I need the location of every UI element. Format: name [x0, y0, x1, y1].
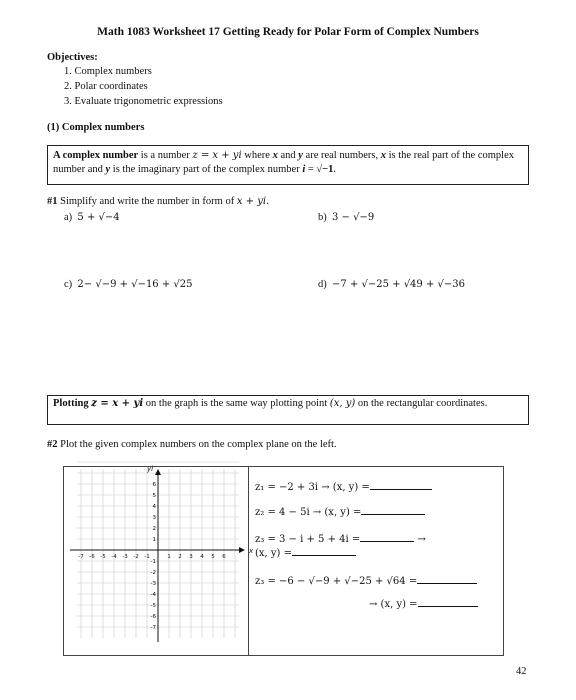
z3-expression [255, 531, 426, 545]
x-tick-label: 5 [211, 554, 215, 560]
definition-text: where [241, 150, 273, 161]
y-axis-arrow-icon [155, 469, 161, 475]
answer-blank[interactable] [292, 545, 356, 556]
x-tick-label: 3 [189, 554, 193, 560]
answer-blank[interactable] [361, 504, 425, 515]
problem-text: Plot the given complex numbers on the complex plane on the left. [57, 439, 337, 450]
y-tick-label: -5 [150, 603, 156, 609]
item-label: a) [64, 212, 73, 223]
definition-equation: z = x + yi [192, 150, 242, 161]
y-tick-label: -7 [150, 625, 156, 631]
z4-continuation [369, 596, 478, 610]
problem-label: #2 [47, 439, 58, 450]
y-tick-label: 2 [152, 526, 156, 532]
problem-text: Simplify and write the number in form of [57, 196, 237, 207]
x-tick-label: 1 [167, 554, 171, 560]
y-tick-label: 1 [152, 537, 156, 543]
z-continuation-text: (x, y) = [255, 548, 293, 559]
x-tick-label: 4 [200, 554, 204, 560]
definition-var: x [272, 150, 278, 161]
y-tick-label: -6 [150, 614, 156, 620]
plotting-point: (x, y) [329, 398, 356, 409]
definition-text: is the imaginary part of the complex number [110, 164, 303, 175]
item-label: d) [318, 279, 327, 290]
x-tick-label: -2 [133, 554, 139, 560]
x-tick-label: 6 [222, 554, 226, 560]
y-tick-label: 5 [152, 493, 156, 499]
problem1-instruction [47, 196, 269, 207]
definition-text: = [305, 164, 317, 175]
complex-plane-graph[interactable] [64, 465, 254, 657]
y-tick-label: 4 [152, 504, 156, 510]
problem2-answers-panel [249, 466, 504, 656]
y-tick-label: -1 [150, 559, 156, 565]
definition-var: y [105, 164, 111, 175]
item-label: c) [64, 279, 73, 290]
plotting-box [47, 395, 529, 425]
plotting-text: on the graph is the same way plotting point [143, 398, 330, 409]
x-tick-label: -7 [78, 554, 84, 560]
plotting-text: Plotting [53, 398, 92, 409]
worksheet-title: Math 1083 Worksheet 17 Getting Ready for Polar Form of Complex Numbers [97, 26, 479, 38]
answer-blank[interactable] [360, 531, 414, 542]
item-expression: 2− √−9 + √−16 + √25 [77, 279, 193, 290]
definition-text: . [333, 164, 337, 175]
y-tick-label: 6 [152, 482, 156, 488]
z3-continuation [255, 545, 356, 559]
objectives-heading: Objectives: [47, 52, 98, 63]
x-axis-arrow-icon [239, 547, 245, 553]
item-expression: −7 + √−25 + √49 + √−36 [332, 279, 465, 290]
z-expression-text: z₃ = −6 − √−9 + √−25 + √64 = [255, 576, 418, 587]
z-expression-text: z₂ = 4 − 5i → (x, y) = [255, 507, 362, 518]
x-tick-label: -4 [111, 554, 117, 560]
y-tick-label: 3 [152, 515, 156, 521]
z4-expression [255, 573, 477, 587]
definition-var: i [302, 164, 306, 175]
complex-plane-box [63, 465, 254, 656]
definition-sqrt: √−1 [316, 164, 334, 175]
z1-expression [255, 479, 432, 493]
definition-var: y [298, 150, 303, 161]
plotting-equation: z = x + yi [91, 398, 144, 409]
x-tick-label: 2 [178, 554, 182, 560]
z-continuation-text: → (x, y) = [369, 599, 418, 610]
plotting-text: on the rectangular coordinates. [355, 398, 488, 409]
y-tick-label: -4 [150, 592, 156, 598]
answer-blank[interactable] [370, 479, 432, 490]
problem-form: x + yi. [236, 196, 270, 207]
problem1-item-b [318, 212, 374, 223]
z-expression-text: z₃ = 3 − i + 5 + 4i = [255, 534, 361, 545]
problem1-item-d [318, 279, 465, 290]
x-tick-label: -1 [144, 554, 150, 560]
section-heading: (1) Complex numbers [47, 122, 145, 133]
answer-blank[interactable] [417, 573, 477, 584]
arrow-icon: → [417, 534, 426, 545]
problem1-item-c [64, 279, 193, 290]
y-tick-label: -2 [150, 570, 156, 576]
x-tick-label: -5 [100, 554, 106, 560]
objective-item: 2. Polar coordinates [64, 81, 148, 92]
item-expression: 3 − √−9 [332, 212, 375, 223]
problem2-instruction [47, 439, 337, 450]
definition-text: are real numbers, [302, 150, 381, 161]
x-axis-label: x [249, 547, 254, 555]
answer-blank[interactable] [418, 596, 478, 607]
y-tick-label: -3 [150, 581, 156, 587]
definition-text: is the real part of the complex number and [53, 150, 514, 175]
item-label: b) [318, 212, 327, 223]
item-expression: 5 + √−4 [77, 212, 120, 223]
definition-var: x [380, 150, 386, 161]
x-tick-label: -6 [89, 554, 95, 560]
objective-item: 3. Evaluate trigonometric expressions [64, 96, 223, 107]
problem1-item-a [64, 212, 120, 223]
definition-text: is a number [138, 150, 193, 161]
z2-expression [255, 504, 425, 518]
objective-item: 1. Complex numbers [64, 66, 152, 77]
page-number: 42 [516, 666, 527, 677]
problem-label: #1 [47, 196, 58, 207]
definition-text: and [277, 150, 299, 161]
z-expression-text: z₁ = −2 + 3i → (x, y) = [255, 482, 370, 493]
y-axis-label: yi [146, 465, 154, 473]
definition-term: A complex number [53, 150, 139, 161]
definition-box [47, 145, 529, 185]
x-tick-label: -3 [122, 554, 128, 560]
